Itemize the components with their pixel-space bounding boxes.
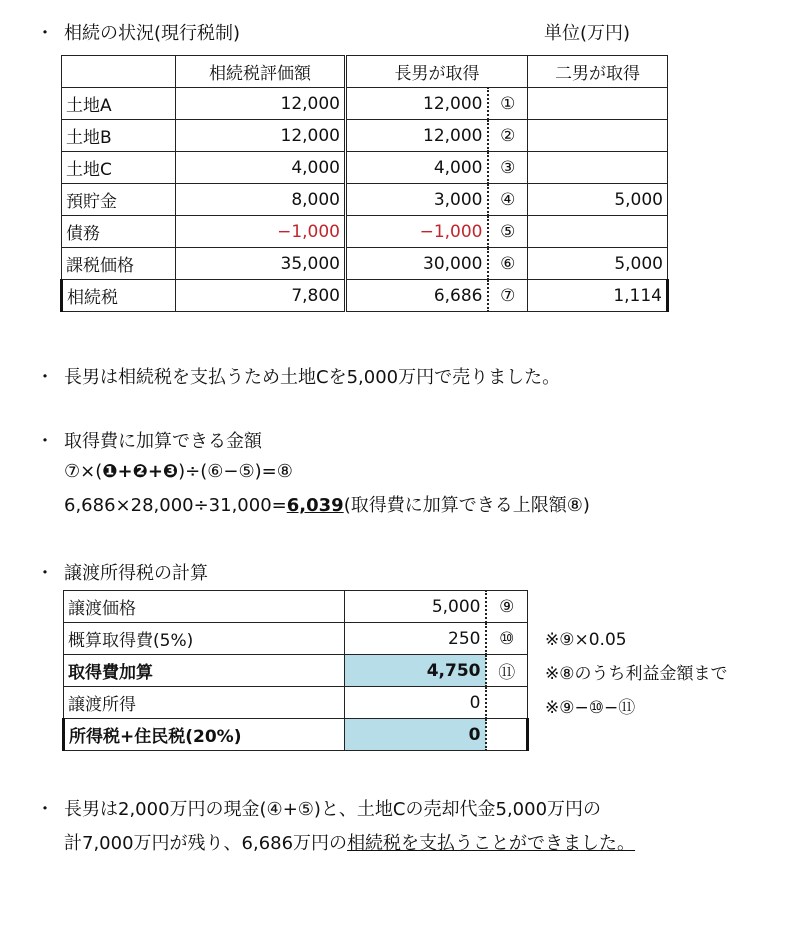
circled-number: ⑦	[488, 280, 528, 312]
valuation-cell: 8,000	[176, 184, 346, 216]
table-row	[62, 184, 668, 216]
capital-gains-table	[62, 590, 529, 751]
second-cell	[528, 152, 668, 184]
calculation-line	[64, 494, 590, 518]
bullet: ・	[36, 563, 54, 584]
bullet: ・	[36, 23, 54, 44]
bullet: ・	[36, 367, 54, 388]
value-cell-highlight: 0	[345, 719, 486, 751]
note-1: ※⑨×0.05	[545, 630, 627, 650]
section1-title: 相続の状況(現行税制)	[64, 23, 241, 44]
circled-number: ①	[488, 88, 528, 120]
section1-heading	[36, 22, 240, 46]
unit-label: 単位(万円)	[544, 23, 631, 44]
row-label: 譲渡価格	[64, 591, 345, 623]
calc-result: 6,039	[286, 495, 344, 516]
circled-number: ⑤	[488, 216, 528, 248]
row-label: 土地B	[62, 120, 176, 152]
circled-number: ⑨	[486, 591, 528, 623]
circled-number	[486, 719, 528, 751]
header-eldest: 長男が取得	[346, 56, 528, 88]
second-cell	[528, 88, 668, 120]
section5-text-line2-prefix: 計7,000万円が残り、6,686万円の	[64, 833, 348, 854]
circled-number: ⑩	[486, 623, 528, 655]
second-cell: 5,000	[528, 248, 668, 280]
table-row	[62, 216, 668, 248]
calc-suffix: (取得費に加算できる上限額⑧)	[343, 495, 590, 516]
second-cell: 1,114	[528, 280, 668, 312]
valuation-cell: 12,000	[176, 120, 346, 152]
value-cell: 0	[345, 687, 486, 719]
row-label: 土地C	[62, 152, 176, 184]
eldest-cell: 12,000	[346, 120, 488, 152]
section5-line2	[64, 832, 635, 856]
section5-line1	[36, 798, 601, 822]
eldest-cell: 6,686	[346, 280, 488, 312]
formula-part-b: ❶+❷+❸	[102, 461, 179, 482]
row-label: 預貯金	[62, 184, 176, 216]
valuation-cell: 4,000	[176, 152, 346, 184]
eldest-cell: 12,000	[346, 88, 488, 120]
value-cell-highlight: 4,750	[345, 655, 486, 687]
row-label: 取得費加算	[64, 655, 345, 687]
value-cell: 250	[345, 623, 486, 655]
table-row-total	[62, 280, 668, 312]
bullet: ・	[36, 431, 54, 452]
second-cell	[528, 120, 668, 152]
row-label: 譲渡所得	[64, 687, 345, 719]
section2-line	[36, 366, 560, 390]
row-label: 土地A	[62, 88, 176, 120]
formula-line	[64, 460, 293, 484]
section4-heading	[36, 562, 208, 586]
circled-number: ⑪	[486, 655, 528, 687]
valuation-cell: 7,800	[176, 280, 346, 312]
row-label: 所得税+住民税(20%)	[64, 719, 345, 751]
table-row	[64, 623, 528, 655]
row-label: 相続税	[62, 280, 176, 312]
note-2: ※⑧のうち利益金額まで	[545, 664, 728, 684]
section5-text-line1: 長男は2,000万円の現金(④+⑤)と、土地Cの売却代金5,000万円の	[64, 799, 602, 820]
section4-title: 譲渡所得税の計算	[64, 563, 208, 584]
section3-heading	[36, 430, 262, 454]
valuation-cell: 12,000	[176, 88, 346, 120]
valuation-cell-negative: −1,000	[176, 216, 346, 248]
table-row-highlight	[64, 655, 528, 687]
row-label: 課税価格	[62, 248, 176, 280]
formula-part-c: )÷(⑥−⑤)=⑧	[178, 461, 293, 482]
table-row-total	[64, 719, 528, 751]
calc-prefix: 6,686×28,000÷31,000=	[64, 495, 287, 516]
eldest-cell-negative: −1,000	[346, 216, 488, 248]
table-row	[64, 687, 528, 719]
eldest-cell: 4,000	[346, 152, 488, 184]
eldest-cell: 30,000	[346, 248, 488, 280]
circled-number: ③	[488, 152, 528, 184]
header-empty	[62, 56, 176, 88]
table-row	[62, 88, 668, 120]
value-cell: 5,000	[345, 591, 486, 623]
second-cell	[528, 216, 668, 248]
header-valuation: 相続税評価額	[176, 56, 346, 88]
section3-title: 取得費に加算できる金額	[64, 431, 262, 452]
table-row	[64, 591, 528, 623]
header-second: 二男が取得	[528, 56, 668, 88]
row-label: 債務	[62, 216, 176, 248]
valuation-cell: 35,000	[176, 248, 346, 280]
bullet: ・	[36, 799, 54, 820]
eldest-cell: 3,000	[346, 184, 488, 216]
inheritance-table	[60, 55, 669, 312]
table-header-row	[62, 56, 668, 88]
table-row	[62, 120, 668, 152]
note-3: ※⑨−⑩−⑪	[545, 698, 636, 718]
section5-text-line2-underlined: 相続税を支払うことができました。	[347, 833, 636, 854]
circled-number: ④	[488, 184, 528, 216]
formula-part-a: ⑦×(	[64, 461, 103, 482]
row-label: 概算取得費(5%)	[64, 623, 345, 655]
circled-number	[486, 687, 528, 719]
table-row	[62, 248, 668, 280]
second-cell: 5,000	[528, 184, 668, 216]
circled-number: ②	[488, 120, 528, 152]
section2-text: 長男は相続税を支払うため土地Cを5,000万円で売りました。	[64, 367, 561, 388]
circled-number: ⑥	[488, 248, 528, 280]
table-row	[62, 152, 668, 184]
